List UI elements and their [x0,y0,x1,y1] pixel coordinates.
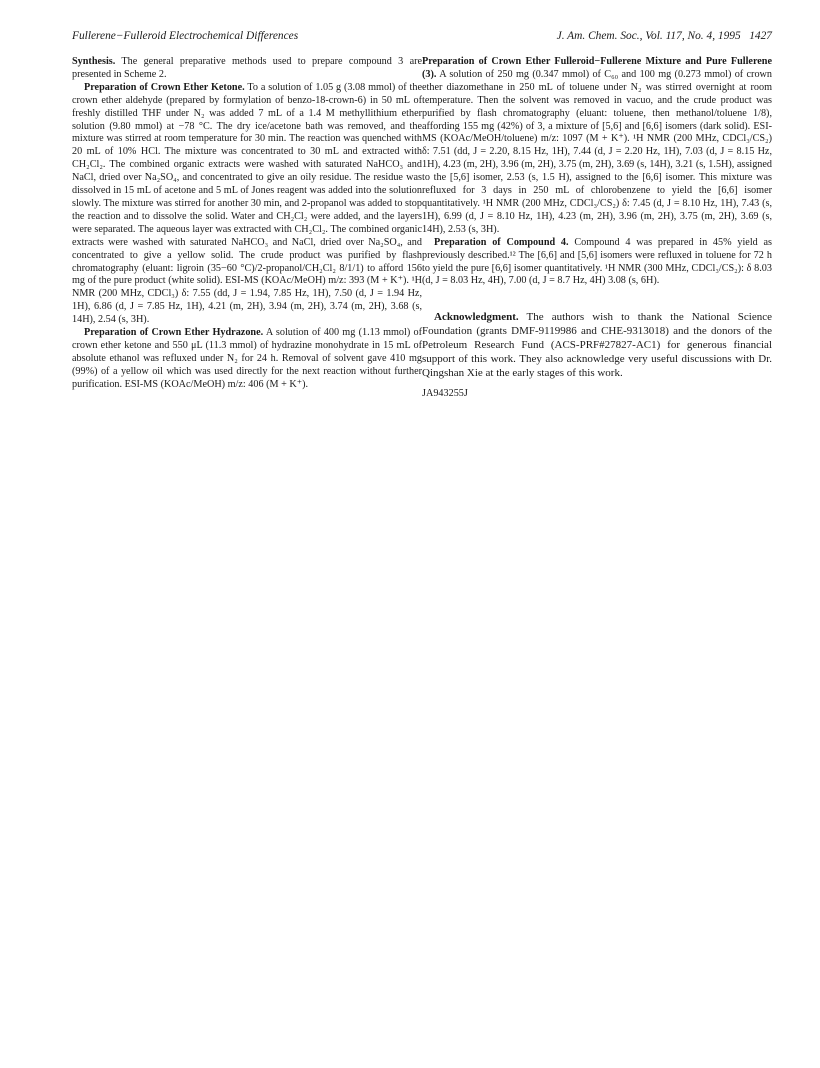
section-heading: Preparation of Crown Ether Fulleroid−Fullerene Mixture and Pure Fullerene (3). [422,56,772,80]
paragraph-compound-4 [422,237,772,289]
paragraph-text: A solution of 250 mg (0.347 mmol) of C₆₀ and 100 mg (0.273 mmol) of crown ether diazomethane in 250 mL of toluene under N₂ was stirred overnight at room temperature. Then the solvent was removed in vacuo, and the crude product was purified by flash chromatography (eluant: toluene, then methanol/toluene 1/8), affording 155 mg (42%) of 3, a mixture of [5,6] and [6,6] isomers (dark solid). ESI-MS (KOAc/MeOH/toluene) m/z: 1097 (M + K⁺). ¹H NMR (200 MHz, CDCl₃/CS₂) δ: 7.51 (dd, J = 2.20, 8.15 Hz, 1H), 7.44 (d, J = 2.20 Hz, 1H), 7.03 (d, J = 8.15 Hz, 1H), 4.23 (m, 2H), 3.96 (m, 2H), 3.75 (m, 2H), 3.69 (s, 14H), 3.21 (s, 1.5H), assigned to the [5,6] isomer, 2.53 (s, 1.5 H), assigned to the [6,6] isomer. This mixture was refluxed for 3 days in 250 mL of chlorobenzene to yield the [6,6] isomer quantitatively. ¹H NMR (200 MHz, CDCl₃/CS₂) δ: 7.45 (d, J = 8.10 Hz, 1H), 7.43 (s, 1H), 6.99 (d, J = 8.10 Hz, 1H), 4.23 (m, 2H), 3.96 (m, 2H), 3.75 (m, 2H), 3.69 (s, 14H), 2.53 (s, 3H). [422,68,772,235]
manuscript-code: JA943255J [422,388,468,400]
acknowledgment-text: The authors wish to thank the National Science Foundation (grants DMF-9119986 and CHE-9313018) and the donors of the Petroleum Research Fund (ACS-PRF#27827-AC1) for generous financial support of this work. They also acknowledge very useful discussions with Dr. Qingshan Xie at the early stages of this work. [422,311,772,380]
running-header [72,30,772,44]
paragraph-fulleroid-fullerene [422,56,772,237]
paragraph-text: A solution of 400 mg (1.13 mmol) of crown ether ketone and 550 μL (11.3 mmol) of hydrazine monohydrate in 15 mL of absolute ethanol was refluxed under N₂ for 24 h. Removal of solvent gave 410 mg (99%) of a yellow oil which was used directly for the next reaction without further purification. ESI-MS (KOAc/MeOH) m/z: 406 (M + K⁺). [72,327,422,390]
acknowledgment-heading: Acknowledgment. [434,311,519,324]
left-column [72,56,422,392]
paragraph-text: Compound 4 was prepared in 45% yield as previously described.¹² The [6,6] and [5,6] isomers were refluxed in toluene for 72 h to yield the pure [6,6] isomer quantitatively. ¹H NMR (300 MHz, CDCl₃/CS₂): δ 8.03 (d, J = 8.03 Hz, 4H), 7.00 (d, J = 8.7 Hz, 4H) 3.08 (s, 6H). [422,236,772,287]
section-heading: Synthesis. [72,56,116,67]
section-heading: Preparation of Crown Ether Ketone. [84,81,245,93]
page-number: 1427 [749,30,772,42]
journal-name: J. Am. Chem. Soc., Vol. 117, No. 4, 1995 [556,30,741,42]
paragraph-text: The general preparative methods used to prepare compound 3 are presented in Scheme 2. [72,56,422,80]
paragraph-synthesis [72,56,422,82]
section-heading: Preparation of Crown Ether Hydrazone. [84,327,264,339]
right-column [422,56,772,401]
paragraph-text: To a solution of 1.05 g (3.08 mmol) of the crown ether aldehyde (prepared by formylation of benzo-18-crown-6) in 50 mL of freshly distilled THF under N₂ was added 7 mL of a 1.4 M methyllithium ether solution (9.80 mmol) at −78 °C. The dry ice/acetone bath was removed, and the mixture was stirred at room temperature for 30 min. The reaction was quenched with 20 mL of 10% HCl. The mixture was concentrated to 30 mL and extracted with CH₂Cl₂. The combined organic extracts were washed with saturated NaHCO₃ and NaCl, dried over Na₂SO₄, and concentrated to give an oily residue. The residue was dissolved in 15 mL of acetone and 5 mL of Jones reagent was added into the solution slowly. The mixture was stirred for another 30 min, and 2-propanol was added to stop the reaction and to dissolve the solid. Water and CH₂Cl₂ were added, and the layers were separated. The aqueous layer was extracted with CH₂Cl₂. The combined organic extracts were washed with saturated NaHCO₃ and NaCl, dried over Na₂SO₄, and concentrated to give a yellow solid. The crude product was purified by flash chromatography (eluant: ligroin (35−60 °C)/2-propanol/CH₂Cl₂ 8/1/1) to afford 156 mg of the pure product (white solid). ESI-MS (KOAc/MeOH) m/z: 393 (M + K⁺). ¹H NMR (200 MHz, CDCl₃) δ: 7.55 (dd, J = 1.94, 7.85 Hz, 1H), 7.50 (d, J = 1.94 Hz, 1H), 6.86 (d, J = 7.85 Hz, 1H), 4.21 (m, 2H), 3.94 (m, 2H), 3.74 (m, 2H), 3.68 (s, 14H), 2.54 (s, 3H). [72,81,422,326]
journal-citation [557,30,772,42]
paragraph-crown-ether-hydrazone [72,327,422,392]
running-title: Fullerene−Fulleroid Electrochemical Differences [72,30,299,42]
acknowledgment [422,310,772,380]
section-heading: Preparation of Compound 4. [434,236,569,248]
paragraph-crown-ether-ketone [72,82,422,327]
